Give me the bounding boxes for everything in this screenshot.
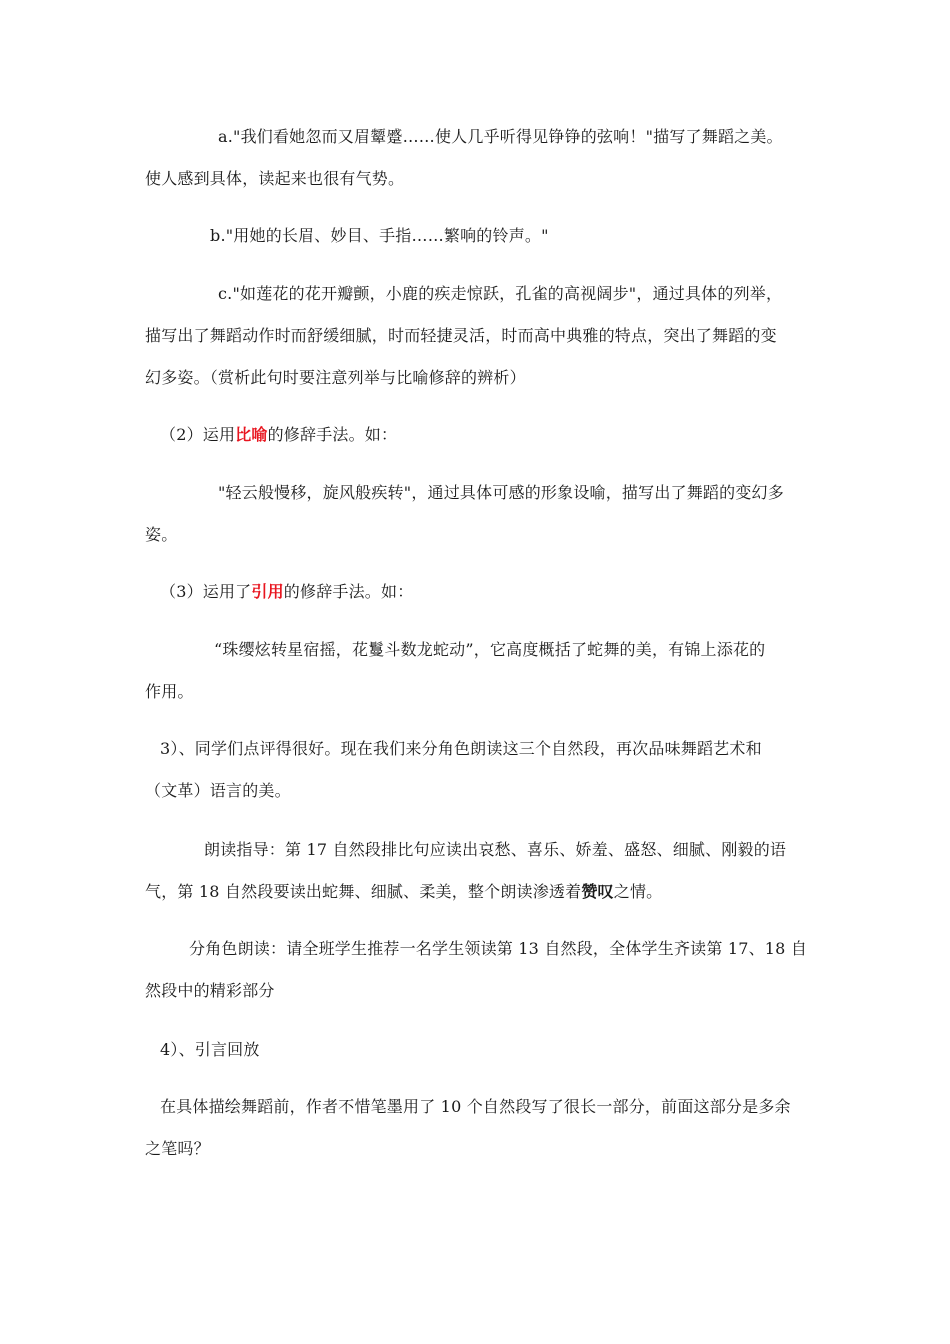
point3-heading xyxy=(160,582,413,602)
closing-line2: 之笔吗？ xyxy=(145,1139,210,1158)
point2-highlight: 比喻 xyxy=(235,425,268,444)
point2-example-line2: 姿。 xyxy=(145,525,178,544)
role-reading-line1: 分角色朗读：请全班学生推荐一名学生领读第 13 自然段，全体学生齐读第 17、18 自 xyxy=(189,939,808,958)
section-a-line2: 使人感到具体，读起来也很有气势。 xyxy=(145,169,405,188)
point2-heading xyxy=(160,425,397,445)
point2-example-line1: "轻云般慢移，旋风般疾转"，通过具体可感的形象设喻，描写出了舞蹈的变幻多 xyxy=(218,483,784,502)
section-c-line3: 幻多姿。（赏析此句时要注意列举与比喻修辞的辨析） xyxy=(145,368,526,387)
role-reading-line2: 然段中的精彩部分 xyxy=(145,981,275,1000)
section-c-line2: 描写出了舞蹈动作时而舒缓细腻，时而轻捷灵活，时而高中典雅的特点，突出了舞蹈的变 xyxy=(145,326,777,345)
step3-line1: 3）、同学们点评得很好。现在我们来分角色朗读这三个自然段，再次品味舞蹈艺术和 xyxy=(160,739,762,758)
reading-guide-line2-suffix: 之情。 xyxy=(613,882,663,901)
point3-example-line1: “珠缨炫转星宿摇，花鬘斗数龙蛇动”，它高度概括了蛇舞的美，有锦上添花的 xyxy=(214,640,766,659)
point3-highlight: 引用 xyxy=(251,582,284,601)
closing-line1: 在具体描绘舞蹈前，作者不惜笔墨用了 10 个自然段写了很长一部分，前面这部分是多余 xyxy=(160,1097,791,1116)
reading-guide-emphasis: 赞叹 xyxy=(581,882,614,901)
reading-guide-line2-prefix: 气，第 18 自然段要读出蛇舞、细腻、柔美，整个朗读渗透着 xyxy=(145,882,582,901)
reading-guide-line2 xyxy=(145,882,662,902)
point3-suffix: 的修辞手法。如： xyxy=(283,582,414,601)
point3-prefix: （3）运用了 xyxy=(160,582,252,601)
point2-suffix: 的修辞手法。如： xyxy=(267,425,398,444)
section-a-line1: a."我们看她忽而又眉颦蹙……使人几乎听得见铮铮的弦响！"描写了舞蹈之美。 xyxy=(218,127,783,146)
reading-guide-line1: 朗读指导：第 17 自然段排比句应读出哀愁、喜乐、娇羞、盛怒、细腻、刚毅的语 xyxy=(204,840,787,859)
point3-example-line2: 作用。 xyxy=(145,682,194,701)
section-b-line1: b."用她的长眉、妙目、手指……繁响的铃声。" xyxy=(210,226,549,245)
step4-title: 4）、引言回放 xyxy=(160,1040,260,1059)
section-c-line1: c."如莲花的花开瓣颤，小鹿的疾走惊跃，孔雀的高视阔步"，通过具体的列举， xyxy=(218,284,783,303)
point2-prefix: （2）运用 xyxy=(160,425,236,444)
step3-line2: （文革）语言的美。 xyxy=(145,781,291,800)
